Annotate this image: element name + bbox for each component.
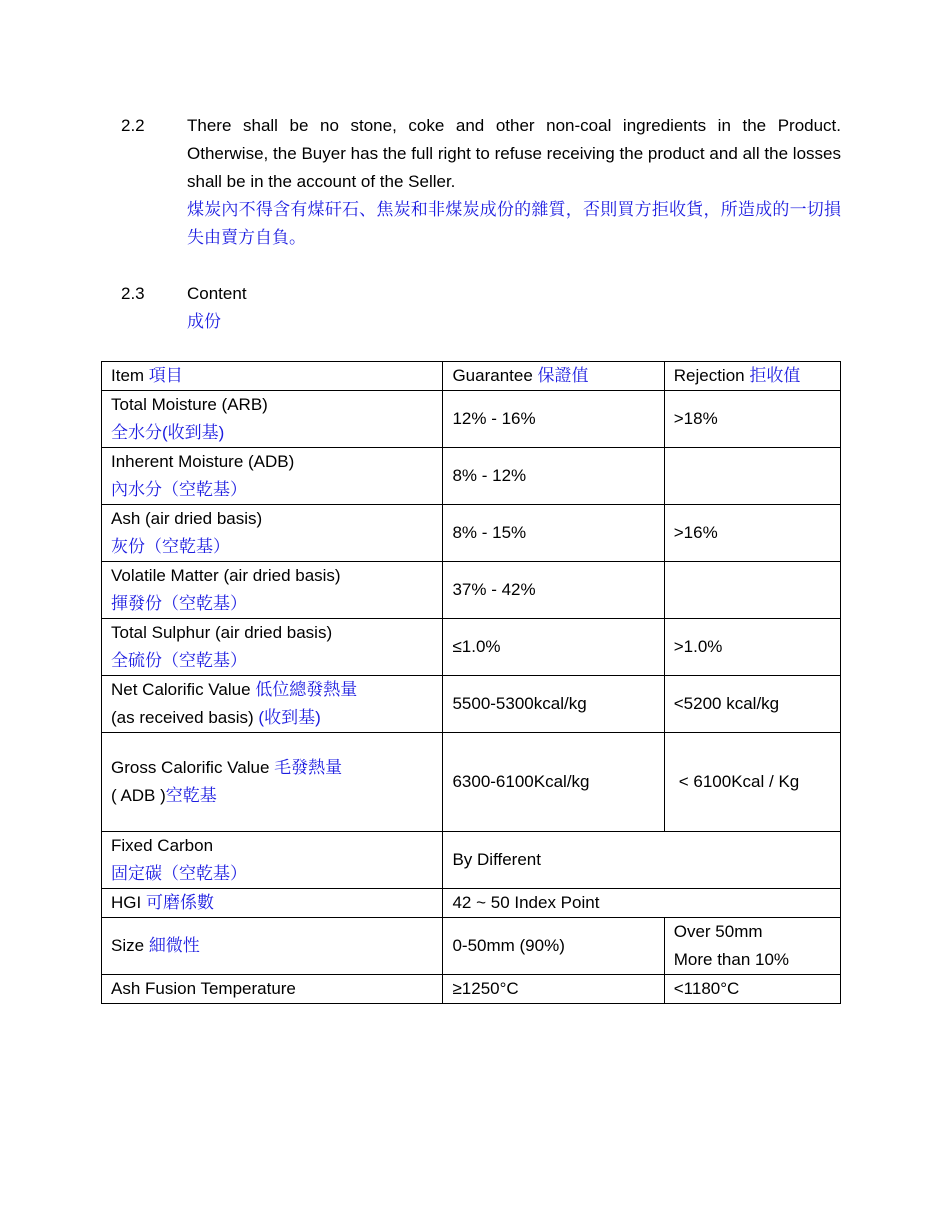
item-cell: Ash Fusion Temperature xyxy=(102,975,443,1004)
guarantee-cell: 37% - 42% xyxy=(443,562,664,619)
table-row-hgi xyxy=(102,889,841,918)
table-row xyxy=(102,391,841,448)
rejection-cell: < 6100Kcal / Kg xyxy=(664,733,840,832)
table-row xyxy=(102,448,841,505)
merged-value-cell: 42 ~ 50 Index Point xyxy=(443,889,841,918)
table-header-row xyxy=(102,362,841,391)
table-row-size xyxy=(102,918,841,975)
table-row xyxy=(102,562,841,619)
rejection-cell: >1.0% xyxy=(664,619,840,676)
guarantee-cell: 5500-5300kcal/kg xyxy=(443,676,664,733)
table-row-gross-calorific xyxy=(102,733,841,832)
rejection-cell xyxy=(664,448,840,505)
guarantee-cell: 8% - 15% xyxy=(443,505,664,562)
guarantee-cell: 0-50mm (90%) xyxy=(443,918,664,975)
item-cell: Ash (air dried basis) 灰份（空乾基） xyxy=(102,505,443,562)
guarantee-cell: 8% - 12% xyxy=(443,448,664,505)
clause-number: 2.3 xyxy=(121,284,145,303)
table-row xyxy=(102,505,841,562)
rejection-cell: >16% xyxy=(664,505,840,562)
header-item: Item 項目 xyxy=(102,362,443,391)
clause-text-zh: 成份 xyxy=(187,312,221,331)
clause-2-2 xyxy=(121,112,841,252)
clause-number: 2.2 xyxy=(121,116,145,135)
rejection-cell: <1180°C xyxy=(664,975,840,1004)
header-rejection: Rejection 拒收值 xyxy=(664,362,840,391)
header-guarantee: Guarantee 保證值 xyxy=(443,362,664,391)
rejection-cell: Over 50mm More than 10% xyxy=(664,918,840,975)
content-spec-table xyxy=(101,361,841,1004)
item-cell: Inherent Moisture (ADB) 內水分（空乾基） xyxy=(102,448,443,505)
item-cell: Volatile Matter (air dried basis) 揮發份（空乾基） xyxy=(102,562,443,619)
guarantee-cell: ≥1250°C xyxy=(443,975,664,1004)
rejection-cell: <5200 kcal/kg xyxy=(664,676,840,733)
guarantee-cell: 6300-6100Kcal/kg xyxy=(443,733,664,832)
clause-text-en: There shall be no stone, coke and other non-coal ingredients in the Product. Otherwise, the Buyer has the full right to refuse receiving the product and all the losses shall be in the account of the Seller. xyxy=(187,116,841,191)
guarantee-cell: 12% - 16% xyxy=(443,391,664,448)
item-cell: Total Moisture (ARB) 全水分(收到基) xyxy=(102,391,443,448)
table-row xyxy=(102,619,841,676)
item-cell: Total Sulphur (air dried basis) 全硫份（空乾基） xyxy=(102,619,443,676)
table-row-fixed-carbon xyxy=(102,832,841,889)
clause-text-en: Content xyxy=(187,284,247,303)
table-row-ash-fusion xyxy=(102,975,841,1004)
item-cell: Net Calorific Value 低位總發熱量 (as received basis) (收到基) xyxy=(102,676,443,733)
item-cell: HGI 可磨係數 xyxy=(102,889,443,918)
rejection-cell xyxy=(664,562,840,619)
item-cell: Size 細微性 xyxy=(102,918,443,975)
clause-2-3 xyxy=(121,280,841,336)
item-cell: Fixed Carbon 固定碳（空乾基） xyxy=(102,832,443,889)
table-row-net-calorific xyxy=(102,676,841,733)
rejection-cell: >18% xyxy=(664,391,840,448)
item-cell: Gross Calorific Value 毛發熱量 ( ADB )空乾基 xyxy=(102,733,443,832)
guarantee-cell: ≤1.0% xyxy=(443,619,664,676)
clause-text-zh: 煤炭內不得含有煤矸石、焦炭和非煤炭成份的雜質，否則買方拒收貨，所造成的一切損失由賣方自負。 xyxy=(187,200,841,247)
merged-value-cell: By Different xyxy=(443,832,841,889)
